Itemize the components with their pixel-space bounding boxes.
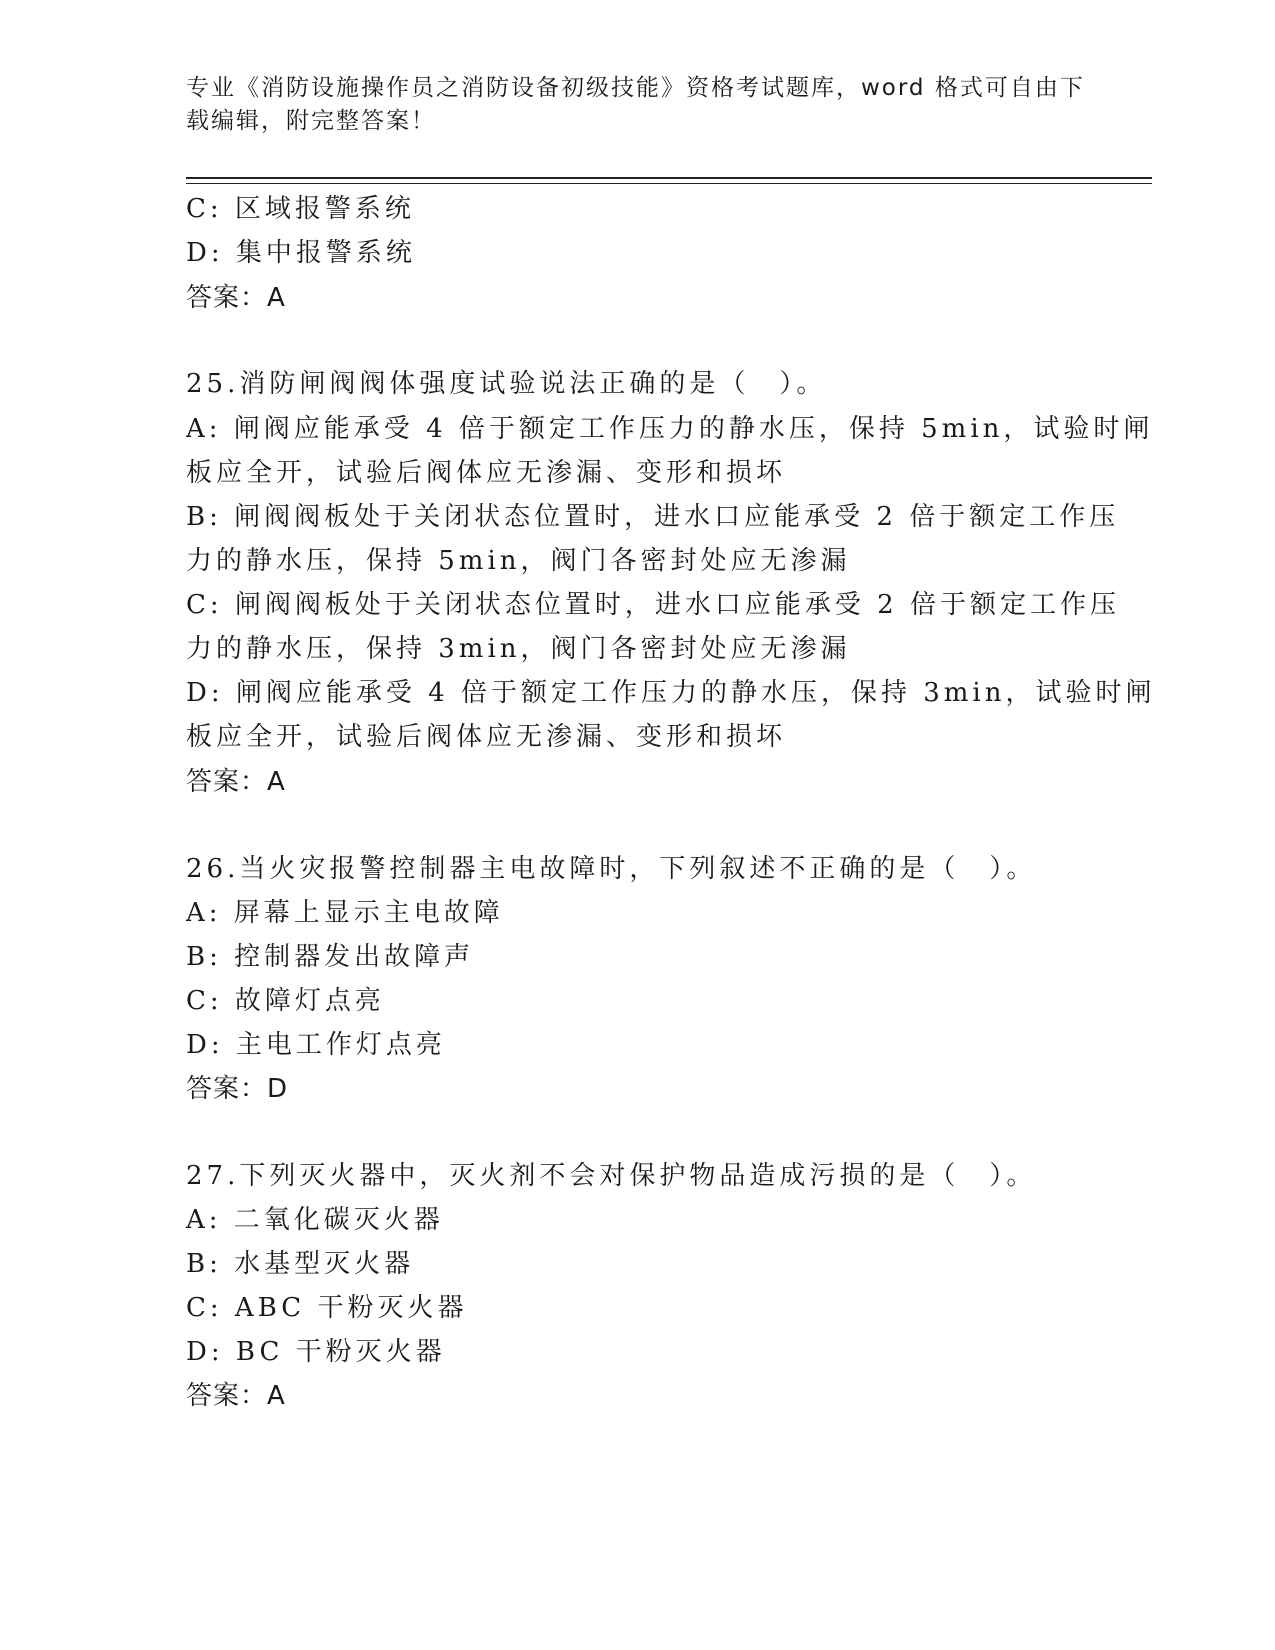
header-line-2: 载编辑，附完整答案！ bbox=[186, 108, 436, 134]
q26-option-b: B: 控制器发出故障声 bbox=[186, 942, 475, 972]
q25-option-a-line1: A: 闸阀应能承受 4 倍于额定工作压力的静水压，保持 5min，试验时闸 bbox=[186, 414, 1154, 444]
prev-option-c: C: 区域报警系统 bbox=[186, 194, 415, 224]
q27-option-a: A: 二氧化碳灭火器 bbox=[186, 1205, 444, 1235]
q25-option-d-line1: D: 闸阀应能承受 4 倍于额定工作压力的静水压，保持 3min，试验时闸 bbox=[186, 678, 1156, 708]
prev-answer: 答案：A bbox=[186, 283, 286, 313]
header-rule bbox=[186, 177, 1152, 179]
q26-stem: 26.当火灾报警控制器主电故障时，下列叙述不正确的是（ ）。 bbox=[186, 854, 1037, 884]
q25-option-a-line2: 板应全开，试验后阀体应无渗漏、变形和损坏 bbox=[186, 458, 787, 488]
q25-option-c-line2: 力的静水压，保持 3min，阀门各密封处应无渗漏 bbox=[186, 634, 851, 664]
q25-answer: 答案：A bbox=[186, 767, 286, 797]
q25-option-c-line1: C: 闸阀阀板处于关闭状态位置时，进水口应能承受 2 倍于额定工作压 bbox=[186, 590, 1120, 620]
page-header bbox=[186, 72, 1086, 138]
q27-option-c: C: ABC 干粉灭火器 bbox=[186, 1293, 468, 1323]
q26-option-c: C: 故障灯点亮 bbox=[186, 986, 385, 1016]
q27-stem: 27.下列灭火器中，灭火剂不会对保护物品造成污损的是（ ）。 bbox=[186, 1161, 1037, 1191]
q26-option-d: D: 主电工作灯点亮 bbox=[186, 1030, 446, 1060]
q27-option-d: D: BC 干粉灭火器 bbox=[186, 1337, 446, 1367]
header-rule-thin bbox=[186, 183, 1152, 184]
q25-option-b-line1: B: 闸阀阀板处于关闭状态位置时，进水口应能承受 2 倍于额定工作压 bbox=[186, 502, 1120, 532]
q25-option-b-line2: 力的静水压，保持 5min，阀门各密封处应无渗漏 bbox=[186, 546, 851, 576]
prev-option-d: D: 集中报警系统 bbox=[186, 238, 416, 268]
q26-answer: 答案：D bbox=[186, 1074, 289, 1104]
q27-answer: 答案：A bbox=[186, 1381, 286, 1411]
q26-option-a: A: 屏幕上显示主电故障 bbox=[186, 898, 504, 928]
header-line-1: 专业《消防设施操作员之消防设备初级技能》资格考试题库，word 格式可自由下 bbox=[186, 75, 1085, 101]
q25-stem: 25.消防闸阀阀体强度试验说法正确的是（ ）。 bbox=[186, 369, 827, 399]
q27-option-b: B: 水基型灭火器 bbox=[186, 1249, 415, 1279]
q25-option-d-line2: 板应全开，试验后阀体应无渗漏、变形和损坏 bbox=[186, 722, 787, 752]
